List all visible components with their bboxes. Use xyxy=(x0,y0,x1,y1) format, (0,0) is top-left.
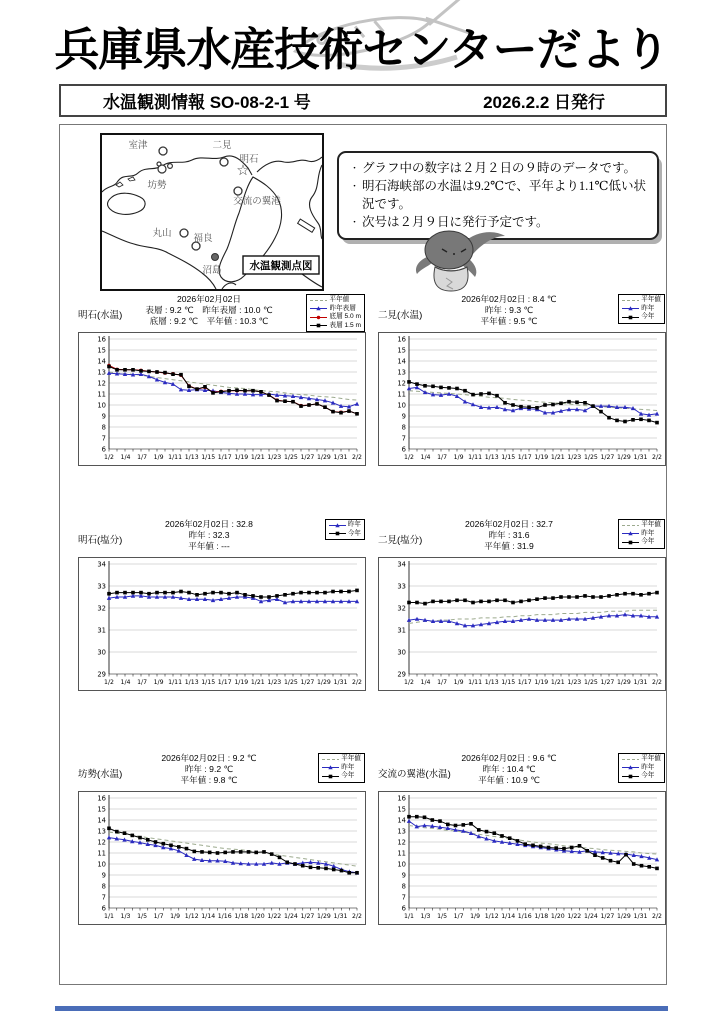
svg-text:1/19: 1/19 xyxy=(534,454,549,461)
svg-text:11: 11 xyxy=(397,390,406,399)
svg-text:15: 15 xyxy=(97,805,106,814)
svg-text:1/22: 1/22 xyxy=(567,913,582,920)
svg-text:32: 32 xyxy=(97,604,106,613)
svg-text:7: 7 xyxy=(401,893,406,902)
station-label: 丸山 xyxy=(152,228,172,239)
chart-legend xyxy=(325,519,365,540)
legend-entry xyxy=(622,305,661,314)
legend-label: 平年値 xyxy=(329,296,350,303)
svg-text:1/3: 1/3 xyxy=(120,913,131,920)
svg-text:1/17: 1/17 xyxy=(517,679,532,686)
chart-明石(水温) xyxy=(78,293,368,466)
svg-text:10: 10 xyxy=(397,860,406,869)
station-marker-icon xyxy=(180,229,188,237)
station-marker-icon xyxy=(234,187,242,195)
svg-text:1/13: 1/13 xyxy=(484,679,499,686)
svg-text:1/25: 1/25 xyxy=(583,679,598,686)
legend-sample-icon xyxy=(310,297,327,304)
svg-text:33: 33 xyxy=(97,582,106,591)
legend-entry xyxy=(622,755,661,764)
svg-text:10: 10 xyxy=(97,401,106,410)
svg-text:1/4: 1/4 xyxy=(120,679,131,686)
svg-text:1/12: 1/12 xyxy=(184,913,199,920)
chart-plot-area xyxy=(78,332,366,466)
svg-text:1/31: 1/31 xyxy=(333,679,348,686)
svg-text:32: 32 xyxy=(397,604,406,613)
chart-site-label: 明石(水温) xyxy=(78,310,123,321)
bullet-icon: ・ xyxy=(349,217,359,228)
svg-text:1/2: 1/2 xyxy=(104,454,114,461)
legend-entry xyxy=(310,296,361,305)
chart-title: 2026年02月02日 : 9.2 ℃ 昨年 : 9.2 ℃ 平年値 : 9.8 ℃ xyxy=(161,753,257,786)
svg-text:1/4: 1/4 xyxy=(420,679,431,686)
svg-text:2/2: 2/2 xyxy=(352,913,362,920)
map-drawing xyxy=(102,135,322,289)
legend-entry xyxy=(622,530,661,539)
svg-text:13: 13 xyxy=(397,368,406,377)
legend-label: 底層 5.0 m xyxy=(329,313,361,321)
legend-sample-icon xyxy=(622,773,639,780)
legend-entry xyxy=(310,313,361,322)
svg-text:1/17: 1/17 xyxy=(217,454,232,461)
svg-text:16: 16 xyxy=(97,794,106,803)
legend-sample-icon xyxy=(310,322,327,329)
chart-title: 2026年02月02日 表層 : 9.2 ℃ 昨年表層 : 10.0 ℃ 底層 : 9.2 ℃ 平年値 : 10.3 ℃ xyxy=(145,294,273,327)
legend-entry xyxy=(329,530,361,539)
svg-text:1/16: 1/16 xyxy=(517,913,532,920)
svg-text:15: 15 xyxy=(397,805,406,814)
chart-site-label: 二見(塩分) xyxy=(378,535,423,546)
svg-text:1/23: 1/23 xyxy=(267,454,282,461)
svg-text:1/31: 1/31 xyxy=(333,913,348,920)
station-label: 福良 xyxy=(193,233,213,244)
svg-text:1/7: 1/7 xyxy=(137,454,148,461)
svg-text:1/21: 1/21 xyxy=(550,679,565,686)
legend-sample-icon xyxy=(322,756,339,763)
svg-text:1/25: 1/25 xyxy=(583,454,598,461)
legend-label: 昨年 xyxy=(347,521,361,528)
svg-text:1/11: 1/11 xyxy=(168,454,183,461)
svg-text:16: 16 xyxy=(97,335,106,344)
svg-text:1/25: 1/25 xyxy=(283,679,298,686)
svg-text:16: 16 xyxy=(397,335,406,344)
legend-sample-icon xyxy=(622,297,639,304)
svg-text:13: 13 xyxy=(97,368,106,377)
svg-text:13: 13 xyxy=(97,827,106,836)
chart-交流の翼港(水温) xyxy=(378,752,668,925)
svg-text:1/5: 1/5 xyxy=(137,913,148,920)
svg-text:15: 15 xyxy=(397,346,406,355)
svg-text:1/20: 1/20 xyxy=(550,913,565,920)
svg-text:1/31: 1/31 xyxy=(633,913,648,920)
svg-text:1/23: 1/23 xyxy=(567,679,582,686)
main-content-box xyxy=(59,124,667,985)
svg-text:30: 30 xyxy=(97,648,106,657)
chart-site-label: 明石(塩分) xyxy=(78,535,123,546)
legend-label: 平年値 xyxy=(641,521,661,528)
station-star-icon: ☆ xyxy=(236,161,250,179)
legend-entry xyxy=(622,313,661,322)
svg-text:7: 7 xyxy=(401,434,406,443)
svg-text:11: 11 xyxy=(97,849,106,858)
chart-坊勢(水温) xyxy=(78,752,368,925)
svg-text:1/29: 1/29 xyxy=(316,679,331,686)
svg-text:2/2: 2/2 xyxy=(352,454,362,461)
legend-entry xyxy=(322,755,361,764)
legend-sample-icon xyxy=(622,756,639,763)
legend-sample-icon xyxy=(310,305,327,312)
bullet-icon: ・ xyxy=(349,163,359,173)
svg-text:15: 15 xyxy=(97,346,106,355)
svg-text:1/24: 1/24 xyxy=(583,913,598,920)
octopus-mascot-icon xyxy=(405,223,510,293)
station-label: 坊勢 xyxy=(147,180,167,191)
svg-text:2/2: 2/2 xyxy=(352,679,362,686)
svg-text:1/4: 1/4 xyxy=(420,454,431,461)
svg-text:8: 8 xyxy=(401,882,406,891)
svg-text:1/14: 1/14 xyxy=(501,913,516,920)
bullet-icon: ・ xyxy=(349,181,359,192)
svg-text:1/4: 1/4 xyxy=(120,454,131,461)
svg-text:1/21: 1/21 xyxy=(250,679,265,686)
legend-label: 今年 xyxy=(347,529,361,537)
svg-text:1/9: 1/9 xyxy=(153,679,164,686)
svg-text:2/2: 2/2 xyxy=(652,454,662,461)
svg-text:1/24: 1/24 xyxy=(283,913,298,920)
legend-label: 昨年 xyxy=(641,763,655,771)
svg-text:1/18: 1/18 xyxy=(534,913,549,920)
publish-date-label: 2026.2.2 日発行 xyxy=(483,93,605,112)
svg-text:29: 29 xyxy=(97,670,106,679)
svg-text:1/2: 1/2 xyxy=(404,679,414,686)
svg-text:12: 12 xyxy=(397,838,406,847)
svg-text:1/23: 1/23 xyxy=(567,454,582,461)
svg-text:1/19: 1/19 xyxy=(534,679,549,686)
svg-text:14: 14 xyxy=(97,357,106,366)
legend-label: 平年値 xyxy=(341,755,361,762)
legend-entry xyxy=(322,764,361,773)
svg-text:1/19: 1/19 xyxy=(234,454,249,461)
svg-text:10: 10 xyxy=(397,401,406,410)
chart-legend xyxy=(306,294,365,332)
svg-text:1/13: 1/13 xyxy=(484,454,499,461)
svg-text:1/18: 1/18 xyxy=(234,913,249,920)
svg-text:1/23: 1/23 xyxy=(267,679,282,686)
chart-header xyxy=(378,752,668,790)
svg-text:1/29: 1/29 xyxy=(616,679,631,686)
svg-text:1/15: 1/15 xyxy=(201,679,216,686)
svg-text:1/31: 1/31 xyxy=(633,454,648,461)
chart-header xyxy=(378,293,668,331)
chart-legend xyxy=(618,519,665,549)
svg-text:12: 12 xyxy=(97,379,106,388)
svg-text:9: 9 xyxy=(401,871,406,880)
svg-text:1/29: 1/29 xyxy=(316,454,331,461)
svg-text:1/13: 1/13 xyxy=(184,679,199,686)
legend-sample-icon xyxy=(329,530,346,537)
svg-text:13: 13 xyxy=(397,827,406,836)
chart-二見(塩分) xyxy=(378,518,668,691)
legend-label: 平年値 xyxy=(641,755,661,762)
svg-text:1/9: 1/9 xyxy=(453,454,464,461)
svg-text:11: 11 xyxy=(97,390,106,399)
note-text: グラフ中の数字は２月２日の９時のデータです。 xyxy=(362,161,637,175)
legend-label: 昨年 xyxy=(341,763,355,771)
station-label: 室津 xyxy=(128,140,148,151)
chart-title: 2026年02月02日 : 8.4 ℃ 昨年 : 9.3 ℃ 平年値 : 9.5 ℃ xyxy=(461,294,557,327)
note-text: 次号は２月９日に発行予定です。 xyxy=(362,215,549,230)
svg-text:1/31: 1/31 xyxy=(333,454,348,461)
chart-legend xyxy=(318,753,365,783)
svg-text:34: 34 xyxy=(97,560,106,569)
svg-text:6: 6 xyxy=(101,445,106,454)
svg-text:1/7: 1/7 xyxy=(153,913,164,920)
station-label: 明石 xyxy=(239,154,259,165)
station-label: 沼島 xyxy=(202,265,222,276)
legend-entry xyxy=(622,772,661,781)
svg-text:6: 6 xyxy=(401,904,406,913)
svg-text:1/27: 1/27 xyxy=(300,454,315,461)
legend-label: 表層 1.5 m xyxy=(329,321,361,329)
chart-plot-area xyxy=(78,557,366,691)
svg-text:2/2: 2/2 xyxy=(652,913,662,920)
chart-title: 2026年02月02日 : 9.6 ℃ 昨年 : 10.4 ℃ 平年値 : 10.9 ℃ xyxy=(461,753,557,786)
svg-text:9: 9 xyxy=(401,412,406,421)
legend-sample-icon xyxy=(322,764,339,771)
chart-legend xyxy=(618,294,665,324)
svg-text:1/1: 1/1 xyxy=(404,913,414,920)
svg-text:1/9: 1/9 xyxy=(153,454,164,461)
page-title: 兵庫県水産技術センターだより xyxy=(54,24,669,75)
legend-entry xyxy=(622,521,661,530)
svg-text:8: 8 xyxy=(101,882,106,891)
issue-label: 水温観測情報 SO-08-2-1 号 xyxy=(103,93,311,112)
svg-text:14: 14 xyxy=(397,357,406,366)
svg-text:1/21: 1/21 xyxy=(250,454,265,461)
svg-text:8: 8 xyxy=(101,423,106,432)
svg-text:1/7: 1/7 xyxy=(137,679,148,686)
legend-entry xyxy=(622,538,661,547)
legend-sample-icon xyxy=(622,305,639,312)
svg-text:1/31: 1/31 xyxy=(633,679,648,686)
svg-text:1/22: 1/22 xyxy=(267,913,282,920)
svg-text:9: 9 xyxy=(101,412,106,421)
svg-text:11: 11 xyxy=(397,849,406,858)
station-marker-icon xyxy=(220,158,228,166)
svg-text:1/9: 1/9 xyxy=(453,679,464,686)
legend-entry xyxy=(310,322,361,331)
issue-header-bar xyxy=(59,84,667,117)
svg-text:1/21: 1/21 xyxy=(550,454,565,461)
note-item xyxy=(347,159,647,177)
svg-text:1/7: 1/7 xyxy=(437,454,448,461)
chart-二見(水温) xyxy=(378,293,668,466)
chart-header xyxy=(78,752,368,790)
svg-text:1/13: 1/13 xyxy=(184,454,199,461)
svg-text:1/2: 1/2 xyxy=(404,454,414,461)
svg-text:1/3: 1/3 xyxy=(420,913,431,920)
observation-map xyxy=(100,133,324,291)
station-marker-icon xyxy=(212,254,219,261)
svg-text:1/29: 1/29 xyxy=(316,913,331,920)
legend-label: 平年値 xyxy=(641,296,661,303)
svg-text:12: 12 xyxy=(397,379,406,388)
svg-text:1/11: 1/11 xyxy=(168,679,183,686)
chart-site-label: 坊勢(水温) xyxy=(78,769,123,780)
svg-text:30: 30 xyxy=(397,648,406,657)
legend-sample-icon xyxy=(622,539,639,546)
svg-text:6: 6 xyxy=(101,904,106,913)
svg-text:1/15: 1/15 xyxy=(501,679,516,686)
legend-sample-icon xyxy=(622,530,639,537)
chart-title: 2026年02月02日 : 32.8 昨年 : 32.3 平年値 : --- xyxy=(165,519,253,552)
station-marker-icon xyxy=(157,162,172,173)
legend-sample-icon xyxy=(329,522,346,529)
note-text: 明石海峡部の水温は9.2℃で、平年より1.1℃低い状況です。 xyxy=(362,179,646,212)
legend-label: 今年 xyxy=(641,772,655,780)
legend-entry xyxy=(329,521,361,530)
chart-plot-area xyxy=(378,557,666,691)
legend-entry xyxy=(310,305,361,314)
svg-text:1/19: 1/19 xyxy=(234,679,249,686)
legend-entry xyxy=(622,296,661,305)
svg-text:14: 14 xyxy=(397,816,406,825)
svg-text:2/2: 2/2 xyxy=(652,679,662,686)
legend-label: 今年 xyxy=(641,538,655,546)
svg-text:16: 16 xyxy=(397,794,406,803)
svg-text:33: 33 xyxy=(397,582,406,591)
svg-text:1/7: 1/7 xyxy=(453,913,464,920)
chart-plot-area xyxy=(78,791,366,925)
legend-label: 昨年 xyxy=(641,529,655,537)
chart-title: 2026年02月02日 : 32.7 昨年 : 31.6 平年値 : 31.9 xyxy=(465,519,553,552)
station-label: 二見 xyxy=(212,140,232,151)
svg-text:1/1: 1/1 xyxy=(104,913,114,920)
notes-list xyxy=(347,159,647,232)
svg-text:1/27: 1/27 xyxy=(300,913,315,920)
svg-text:31: 31 xyxy=(97,626,106,635)
svg-text:1/11: 1/11 xyxy=(468,454,483,461)
svg-text:1/27: 1/27 xyxy=(300,679,315,686)
chart-plot-area xyxy=(378,791,666,925)
svg-text:1/16: 1/16 xyxy=(217,913,232,920)
svg-text:14: 14 xyxy=(97,816,106,825)
svg-text:1/17: 1/17 xyxy=(217,679,232,686)
svg-text:1/20: 1/20 xyxy=(250,913,265,920)
legend-label: 今年 xyxy=(341,772,355,780)
svg-text:1/5: 1/5 xyxy=(437,913,448,920)
legend-sample-icon xyxy=(322,773,339,780)
svg-text:1/11: 1/11 xyxy=(468,679,483,686)
chart-plot-area xyxy=(378,332,666,466)
chart-legend xyxy=(618,753,665,783)
note-item xyxy=(347,177,647,213)
station-label: 交流の翼港 xyxy=(233,196,281,207)
legend-label: 昨年 xyxy=(641,304,655,312)
station-marker-icon xyxy=(159,147,167,155)
legend-label: 今年 xyxy=(641,313,655,321)
svg-text:1/27: 1/27 xyxy=(600,679,615,686)
svg-text:1/9: 1/9 xyxy=(170,913,181,920)
svg-text:10: 10 xyxy=(97,860,106,869)
legend-sample-icon xyxy=(622,522,639,529)
svg-text:1/7: 1/7 xyxy=(437,679,448,686)
svg-text:8: 8 xyxy=(401,423,406,432)
legend-sample-icon xyxy=(622,314,639,321)
map-caption: 水温観測点図 xyxy=(249,260,313,272)
svg-text:1/15: 1/15 xyxy=(201,454,216,461)
footer-line xyxy=(55,1006,668,1011)
legend-sample-icon xyxy=(310,314,327,321)
svg-text:1/12: 1/12 xyxy=(484,913,499,920)
chart-site-label: 二見(水温) xyxy=(378,310,423,321)
chart-header xyxy=(78,293,368,331)
chart-site-label: 交流の翼港(水温) xyxy=(378,769,451,780)
svg-text:9: 9 xyxy=(101,871,106,880)
svg-text:1/29: 1/29 xyxy=(616,454,631,461)
svg-text:34: 34 xyxy=(397,560,406,569)
legend-sample-icon xyxy=(622,764,639,771)
svg-text:1/27: 1/27 xyxy=(600,913,615,920)
svg-text:1/29: 1/29 xyxy=(616,913,631,920)
svg-text:31: 31 xyxy=(397,626,406,635)
svg-text:12: 12 xyxy=(97,838,106,847)
svg-text:29: 29 xyxy=(397,670,406,679)
legend-entry xyxy=(322,772,361,781)
svg-text:6: 6 xyxy=(401,445,406,454)
chart-header xyxy=(78,518,368,556)
chart-header xyxy=(378,518,668,556)
svg-text:1/17: 1/17 xyxy=(517,454,532,461)
svg-text:7: 7 xyxy=(101,893,106,902)
legend-entry xyxy=(622,764,661,773)
svg-text:1/27: 1/27 xyxy=(600,454,615,461)
svg-text:7: 7 xyxy=(101,434,106,443)
legend-label: 昨年表層 xyxy=(329,304,356,312)
svg-text:1/14: 1/14 xyxy=(201,913,216,920)
svg-text:1/15: 1/15 xyxy=(501,454,516,461)
svg-text:1/25: 1/25 xyxy=(283,454,298,461)
svg-text:1/9: 1/9 xyxy=(470,913,481,920)
svg-text:1/2: 1/2 xyxy=(104,679,114,686)
chart-明石(塩分) xyxy=(78,518,368,691)
